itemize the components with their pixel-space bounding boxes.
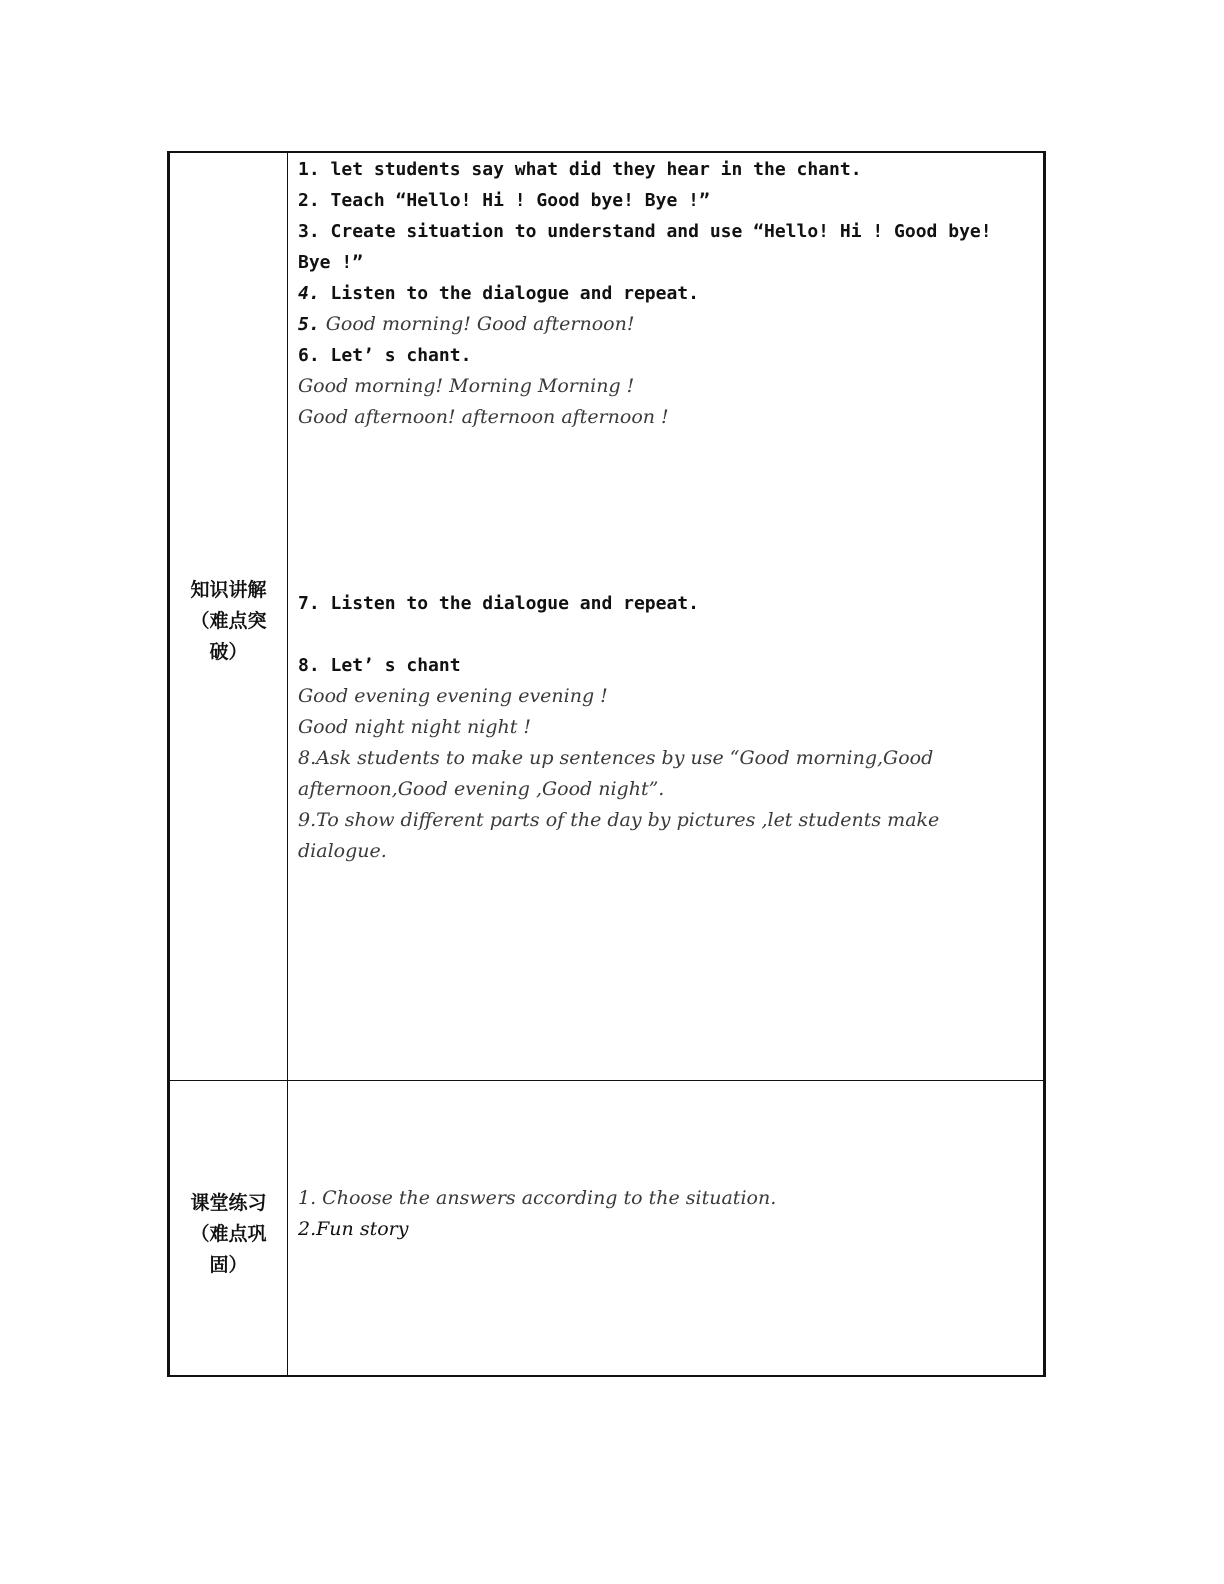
exercise-line: 2.Fun story	[298, 1218, 409, 1240]
label-line: 固）	[209, 1253, 248, 1276]
step-line: Bye !”	[298, 252, 364, 273]
label-line: （难点突	[190, 610, 267, 632]
step-line: 7. Listen to the dialogue and repeat.	[298, 593, 699, 614]
row-content-knowledge-explanation	[298, 154, 1033, 867]
step-line: 2. Teach “Hello! Hi ! Good bye! Bye !”	[298, 190, 710, 211]
step-line: 1. let students say what did they hear in the chant.	[298, 159, 862, 180]
chant-line: Good evening evening evening !	[298, 685, 608, 707]
row-divider	[170, 1080, 1043, 1081]
step-line: afternoon,Good evening ,Good night”.	[298, 778, 665, 800]
row-label-classroom-practice	[170, 1081, 287, 1377]
step-line: 4. Listen to the dialogue and repeat.	[298, 283, 699, 304]
exercise-line: 1. Choose the answers according to the situation.	[298, 1187, 777, 1209]
label-line: 破）	[209, 641, 248, 663]
column-divider	[287, 153, 288, 1375]
row-content-classroom-practice	[298, 1183, 1033, 1245]
step-line: 3. Create situation to understand and use “Hello! Hi ! Good bye!	[298, 221, 992, 242]
step-line: 5. Good morning! Good afternoon!	[298, 313, 635, 335]
chant-line: Good afternoon! afternoon afternoon !	[298, 406, 669, 428]
label-line: 知识讲解	[190, 579, 267, 601]
label-line: （难点巩	[190, 1222, 267, 1245]
row-label-knowledge-explanation	[170, 153, 287, 1080]
step-line: 8.Ask students to make up sentences by use “Good morning,Good	[298, 747, 934, 769]
step-line: 6. Let’ s chant.	[298, 345, 472, 366]
step-line: 9.To show different parts of the day by pictures ,let students make	[298, 809, 940, 831]
lesson-plan-table	[167, 151, 1046, 1377]
chant-line: Good night night night !	[298, 716, 532, 738]
chant-line: Good morning! Morning Morning !	[298, 375, 635, 397]
step-line: 8. Let’ s chant	[298, 655, 461, 676]
label-line: 课堂练习	[190, 1191, 267, 1214]
step-line: dialogue.	[298, 840, 387, 862]
